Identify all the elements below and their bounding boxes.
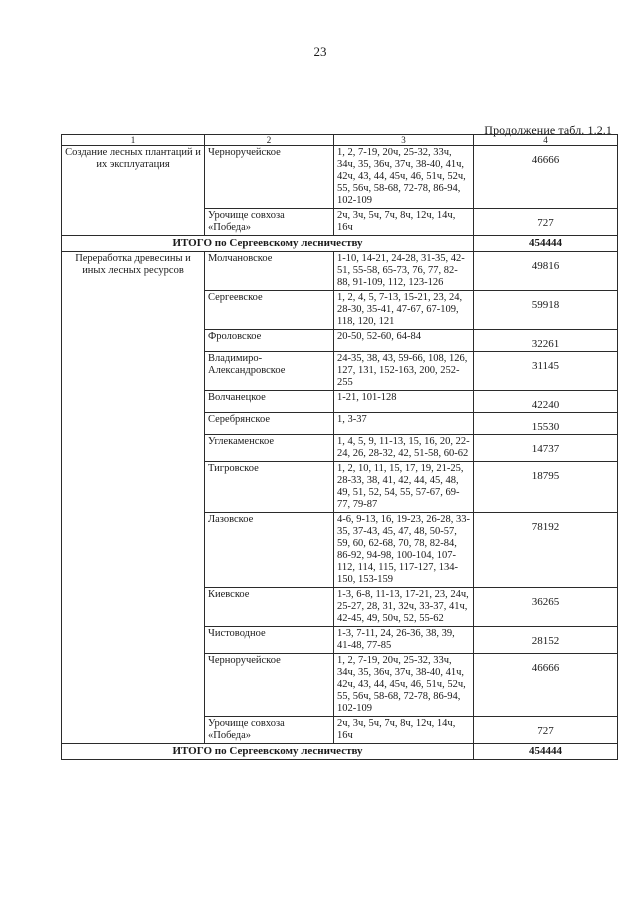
district-cell: Урочище совхоза «Победа» bbox=[205, 717, 334, 744]
area-cell: 28152 bbox=[474, 627, 618, 654]
district-cell: Чистоводное bbox=[205, 627, 334, 654]
quarters-cell: 1, 2, 7-19, 20ч, 25-32, 33ч, 34ч, 35, 36ч, 37ч, 38-40, 41ч, 42ч, 43, 44, 45ч, 46, 51ч, 52ч, 55, 56ч, 58-68, 72-78, 86-94, 102-109 bbox=[334, 146, 474, 209]
district-cell: Серебрянское bbox=[205, 413, 334, 435]
table-row bbox=[62, 252, 618, 291]
quarters-cell: 1, 3-37 bbox=[334, 413, 474, 435]
column-number: 1 bbox=[62, 135, 205, 146]
quarters-cell: 20-50, 52-60, 64-84 bbox=[334, 330, 474, 352]
total-value: 454444 bbox=[474, 744, 618, 760]
district-cell: Углекаменское bbox=[205, 435, 334, 462]
district-cell: Тигровское bbox=[205, 462, 334, 513]
area-cell: 36265 bbox=[474, 588, 618, 627]
table-continuation-note: Продолжение табл. 1.2.1 bbox=[484, 123, 612, 137]
district-cell: Черноручейское bbox=[205, 146, 334, 209]
total-label: ИТОГО по Сергеевскому лесничеству bbox=[62, 744, 474, 760]
page-number: 23 bbox=[313, 44, 327, 59]
quarters-cell: 1, 4, 5, 9, 11-13, 15, 16, 20, 22-24, 26, 28-32, 42, 51-58, 60-62 bbox=[334, 435, 474, 462]
area-cell: 14737 bbox=[474, 435, 618, 462]
total-value: 454444 bbox=[474, 236, 618, 252]
quarters-cell: 1-21, 101-128 bbox=[334, 391, 474, 413]
total-label: ИТОГО по Сергеевскому лесничеству bbox=[62, 236, 474, 252]
area-cell: 32261 bbox=[474, 330, 618, 352]
column-number: 4 bbox=[474, 135, 618, 146]
column-number: 3 bbox=[334, 135, 474, 146]
area-cell: 31145 bbox=[474, 352, 618, 391]
forest-districts-table bbox=[61, 134, 618, 760]
total-row bbox=[62, 236, 618, 252]
district-cell: Черноручейское bbox=[205, 654, 334, 717]
activity-type-cell: Переработка древесины и иных лесных ресурсов bbox=[62, 252, 205, 744]
district-cell: Урочище совхоза «Победа» bbox=[205, 209, 334, 236]
quarters-cell: 2ч, 3ч, 5ч, 7ч, 8ч, 12ч, 14ч, 16ч bbox=[334, 717, 474, 744]
area-cell: 46666 bbox=[474, 146, 618, 209]
area-cell: 15530 bbox=[474, 413, 618, 435]
district-cell: Лазовское bbox=[205, 513, 334, 588]
area-cell: 78192 bbox=[474, 513, 618, 588]
quarters-cell: 1-3, 6-8, 11-13, 17-21, 23, 24ч, 25-27, 28, 31, 32ч, 33-37, 41ч, 42-45, 49, 50ч, 52, 55-62 bbox=[334, 588, 474, 627]
area-cell: 49816 bbox=[474, 252, 618, 291]
quarters-cell: 1-10, 14-21, 24-28, 31-35, 42-51, 55-58, 65-73, 76, 77, 82-88, 91-109, 112, 123-126 bbox=[334, 252, 474, 291]
area-cell: 42240 bbox=[474, 391, 618, 413]
area-cell: 18795 bbox=[474, 462, 618, 513]
quarters-cell: 1, 2, 10, 11, 15, 17, 19, 21-25, 28-33, 38, 41, 42, 44, 45, 48, 49, 51, 52, 54, 55, 57-67, 69-77, 79-87 bbox=[334, 462, 474, 513]
column-number-row bbox=[62, 135, 618, 146]
total-row bbox=[62, 744, 618, 760]
district-cell: Молчановское bbox=[205, 252, 334, 291]
district-cell: Фроловское bbox=[205, 330, 334, 352]
area-cell: 46666 bbox=[474, 654, 618, 717]
table-row bbox=[62, 146, 618, 209]
activity-type-cell: Создание лесных плантаций и их эксплуатация bbox=[62, 146, 205, 236]
district-cell: Волчанецкое bbox=[205, 391, 334, 413]
area-cell: 727 bbox=[474, 717, 618, 744]
column-number: 2 bbox=[205, 135, 334, 146]
quarters-cell: 1-3, 7-11, 24, 26-36, 38, 39, 41-48, 77-85 bbox=[334, 627, 474, 654]
quarters-cell: 4-6, 9-13, 16, 19-23, 26-28, 33-35, 37-43, 45, 47, 48, 50-57, 59, 60, 62-68, 70, 78, 82-84, 86-92, 94-98, 100-104, 107-112, 114, 115, 117-127, 134-150, 153-159 bbox=[334, 513, 474, 588]
district-cell: Киевское bbox=[205, 588, 334, 627]
quarters-cell: 2ч, 3ч, 5ч, 7ч, 8ч, 12ч, 14ч, 16ч bbox=[334, 209, 474, 236]
district-cell: Сергеевское bbox=[205, 291, 334, 330]
district-cell: Владимиро-Александровское bbox=[205, 352, 334, 391]
area-cell: 727 bbox=[474, 209, 618, 236]
quarters-cell: 24-35, 38, 43, 59-66, 108, 126, 127, 131, 152-163, 200, 252-255 bbox=[334, 352, 474, 391]
quarters-cell: 1, 2, 4, 5, 7-13, 15-21, 23, 24, 28-30, 35-41, 47-67, 67-109, 118, 120, 121 bbox=[334, 291, 474, 330]
area-cell: 59918 bbox=[474, 291, 618, 330]
quarters-cell: 1, 2, 7-19, 20ч, 25-32, 33ч, 34ч, 35, 36ч, 37ч, 38-40, 41ч, 42ч, 43, 44, 45ч, 46, 51ч, 52ч, 55, 56ч, 58-68, 72-78, 86-94, 102-109 bbox=[334, 654, 474, 717]
